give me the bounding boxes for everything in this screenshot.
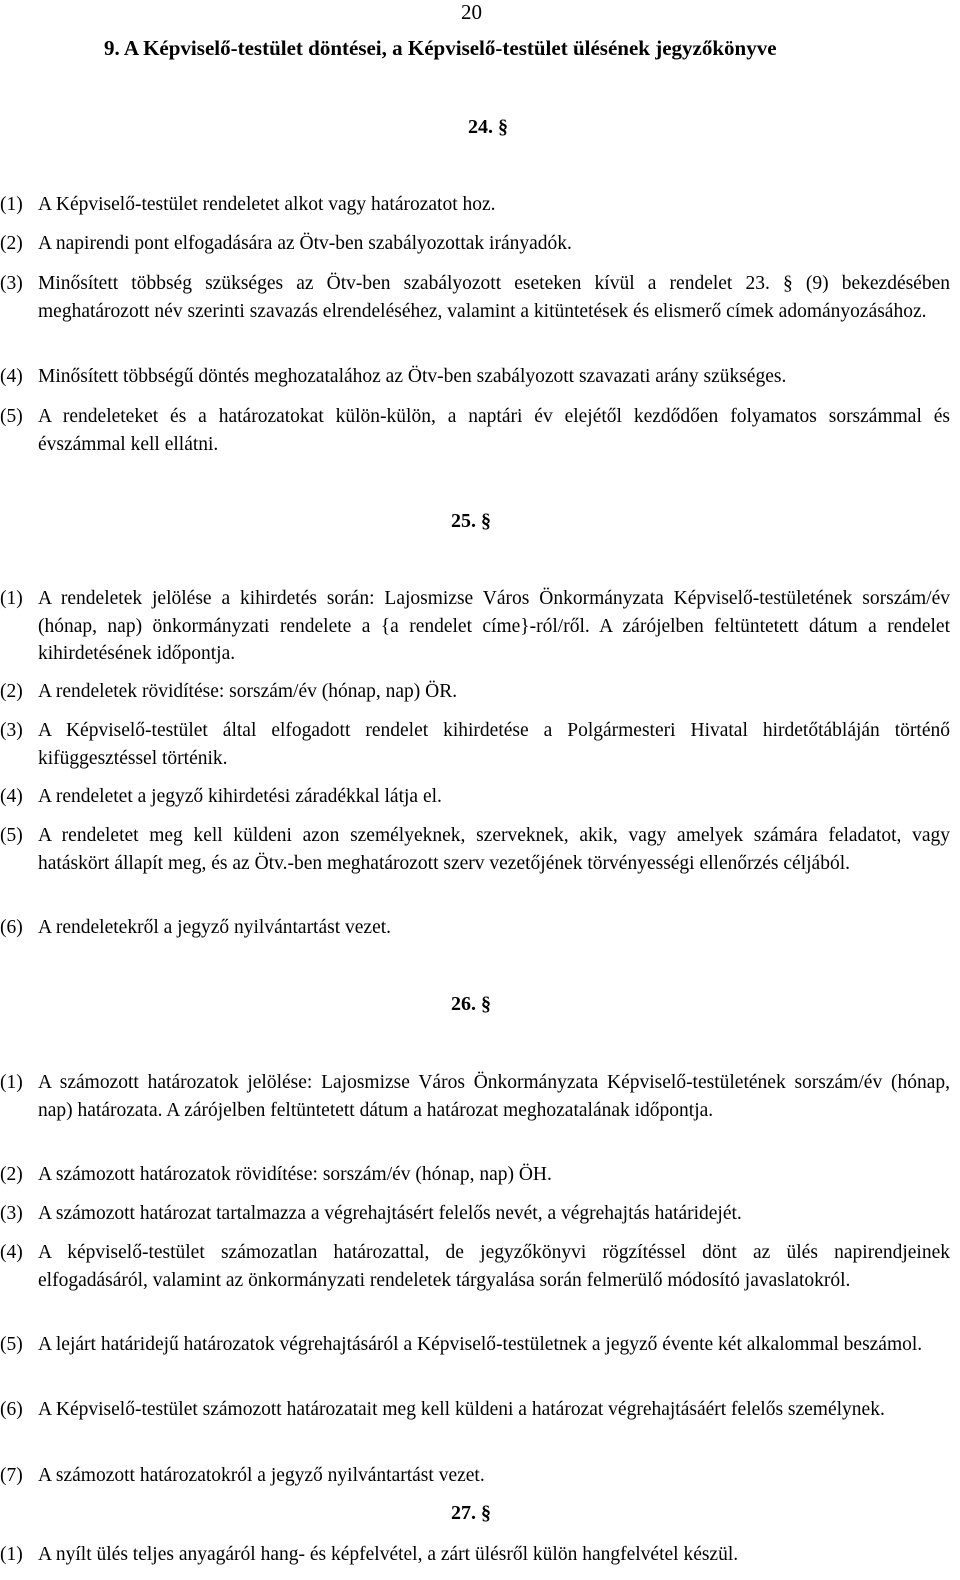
paragraph-text: A rendeletek rövidítése: sorszám/év (hónap, nap) ÖR. — [38, 681, 458, 702]
section-heading-27: 27. § — [451, 1502, 491, 1524]
paragraph-number: (5) — [0, 406, 23, 427]
paragraph-25-3 — [0, 717, 950, 772]
section-heading-25: 25. § — [451, 510, 491, 532]
paragraph-text: A számozott határozatok rövidítése: sorszám/év (hónap, nap) ÖH. — [38, 1164, 552, 1185]
paragraph-text: A rendeletek jelölése a kihirdetés során: Lajosmizse Város Önkormányzata Képviselő-testületének sorszám/év (hónap, nap) önkormányzati rendelete a {a rendelet címe}-ról/ről. A zárójelben feltüntetett dátum a rendelet kihirdetésének időpontja. — [38, 588, 950, 664]
chapter-title: 9. A Képviselő-testület döntései, a Képviselő-testület ülésének jegyzőkönyve — [104, 36, 777, 60]
section-heading-24: 24. § — [468, 116, 508, 138]
paragraph-text: A napirendi pont elfogadására az Ötv-ben szabályozottak irányadók. — [38, 233, 572, 254]
paragraph-text: A képviselő-testület számozatlan határozattal, de jegyzőkönyvi rögzítéssel dönt az ülés napirendjeinek elfogadásáról, valamint az önkormányzati rendeletek tárgyalása során felmerülő módosító javaslatokról. — [38, 1242, 950, 1291]
paragraph-text: A Képviselő-testület által elfogadott rendelet kihirdetése a Polgármesteri Hivatal hirdetőtábláján történő kifüggesztéssel történik. — [38, 720, 950, 769]
paragraph-text: Minősített többség szükséges az Ötv-ben szabályozott eseteken kívül a rendelet 23. § (9) bekezdésében meghatározott név szerinti szavazás elrendeléséhez, valamint a kitüntetések és elismerő címek adományozásához. — [38, 273, 950, 322]
paragraph-26-7 — [0, 1462, 950, 1490]
paragraph-26-4 — [0, 1239, 950, 1294]
paragraph-25-6 — [0, 914, 950, 942]
paragraph-text: A nyílt ülés teljes anyagáról hang- és képfelvétel, a zárt ülésről külön hangfelvétel készül. — [38, 1544, 739, 1565]
paragraph-text: Minősített többségű döntés meghozatalához az Ötv-ben szabályozott szavazati arány szükséges. — [38, 366, 787, 387]
paragraph-number: (7) — [0, 1465, 23, 1486]
paragraph-number: (4) — [0, 786, 23, 807]
paragraph-text: A rendeletet a jegyző kihirdetési záradékkal látja el. — [38, 786, 442, 807]
paragraph-text: A Képviselő-testület számozott határozatait meg kell küldeni a határozat végrehajtásáért felelős személynek. — [38, 1399, 885, 1420]
paragraph-text: A számozott határozatokról a jegyző nyilvántartást vezet. — [38, 1465, 485, 1486]
paragraph-26-3 — [0, 1200, 950, 1228]
paragraph-text: A számozott határozatok jelölése: Lajosmizse Város Önkormányzata Képviselő-testületének sorszám/év (hónap, nap) határozata. A zárójelben feltüntetett dátum a határozat meghozatalának időpontja. — [38, 1072, 950, 1121]
paragraph-24-2 — [0, 230, 950, 258]
paragraph-number: (3) — [0, 720, 23, 741]
paragraph-number: (2) — [0, 681, 23, 702]
paragraph-number: (5) — [0, 825, 23, 846]
paragraph-25-5 — [0, 822, 950, 877]
paragraph-24-4 — [0, 363, 950, 391]
paragraph-26-2 — [0, 1161, 950, 1189]
paragraph-27-1 — [0, 1541, 950, 1569]
paragraph-number: (6) — [0, 917, 23, 938]
paragraph-number: (5) — [0, 1334, 23, 1355]
paragraph-24-3 — [0, 270, 950, 325]
paragraph-number: (1) — [0, 1544, 23, 1565]
paragraph-text: A rendeletet meg kell küldeni azon személyeknek, szerveknek, akik, vagy amelyek számára feladatot, vagy hatáskört állapít meg, és az Ötv.-ben meghatározott szerv vezetőjének törvényességi ellenőrzés céljából. — [38, 825, 950, 874]
section-heading-26: 26. § — [451, 993, 491, 1015]
paragraph-number: (2) — [0, 233, 23, 254]
paragraph-text: A rendeleteket és a határozatokat külön-külön, a naptári év elejétől kezdődően folyamatos sorszámmal és évszámmal kell ellátni. — [38, 406, 950, 455]
paragraph-text: A lejárt határidejű határozatok végrehajtásáról a Képviselő-testületnek a jegyző évente két alkalommal beszámol. — [38, 1334, 923, 1355]
paragraph-number: (4) — [0, 366, 23, 387]
paragraph-text: A számozott határozat tartalmazza a végrehajtásért felelős nevét, a végrehajtás határidejét. — [38, 1203, 742, 1224]
paragraph-26-6 — [0, 1396, 950, 1424]
paragraph-number: (1) — [0, 1072, 23, 1093]
paragraph-number: (3) — [0, 1203, 23, 1224]
paragraph-text: A rendeletekről a jegyző nyilvántartást vezet. — [38, 917, 392, 938]
paragraph-text: A Képviselő-testület rendeletet alkot vagy határozatot hoz. — [38, 194, 496, 215]
paragraph-24-5 — [0, 403, 950, 458]
paragraph-25-2 — [0, 678, 950, 706]
paragraph-25-4 — [0, 783, 950, 811]
paragraph-number: (3) — [0, 273, 23, 294]
paragraph-number: (6) — [0, 1399, 23, 1420]
paragraph-26-1 — [0, 1069, 950, 1124]
paragraph-number: (1) — [0, 588, 23, 609]
page-number: 20 — [461, 0, 482, 24]
paragraph-number: (2) — [0, 1164, 23, 1185]
paragraph-24-1 — [0, 191, 950, 219]
paragraph-25-1 — [0, 585, 950, 668]
paragraph-number: (4) — [0, 1242, 23, 1263]
paragraph-number: (1) — [0, 194, 23, 215]
paragraph-26-5 — [0, 1331, 950, 1359]
